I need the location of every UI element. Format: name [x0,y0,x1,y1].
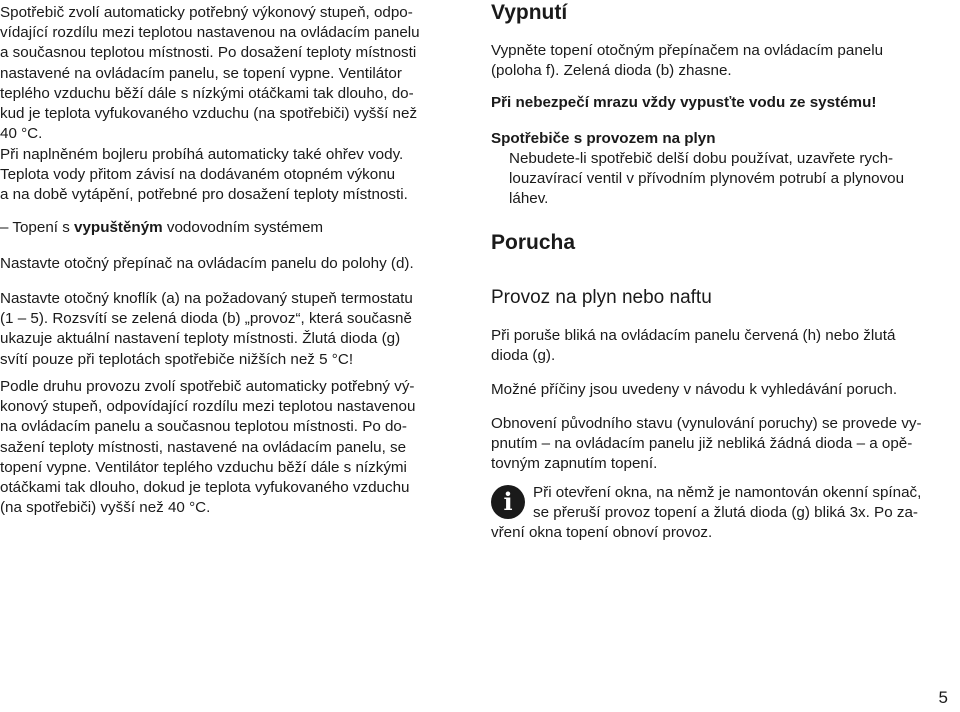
paragraph-automatic-power: Spotřebič zvolí automaticky potřebný výkonový stupeň, odpo- vídající rozdílu mezi teplotou nastavenou na ovládacím panelu a současnou teplotou místnosti. Po dosažení teploty místnosti nastavené na ovládacím panelu, se topení vypne. Ventilátor teplého vzduchu běží dále s nízkými otáčkami tak dlouho, do- kud je teplota vyfukovaného vzduchu (na spotřebiči) vyšší než 40 °C. [0,4,420,143]
paragraph-fault-causes: Možné příčiny jsou uvedeny v návodu k vyhledávání poruch. [491,381,898,398]
info-note-text [491,483,953,544]
paragraph-fault-reset: Obnovení původního stavu (vynulování poruchy) se provede vy- pnutím – na ovládacím panelu již nebliká žádná dioda – a opě- tovným zapnutím topení. [491,415,922,473]
heading-drained-system [0,218,323,238]
drained-system-suffix: vodovodním systémem [162,219,324,236]
info-text-line: vření okna topení obnoví provoz. [491,524,713,542]
paragraph-fault-led: Při poruše bliká na ovládacím panelu červená (h) nebo žlutá dioda (g). [491,327,896,365]
drained-system-prefix: – Topení s [0,219,75,236]
frost-warning: Při nebezpečí mrazu vždy vypusťte vodu ze systému! [491,94,877,111]
paragraph-vypnuti: Vypněte topení otočným přepínačem na ovládacím panelu (poloha f). Zelená dioda (b) zhasne. [491,42,884,80]
gas-appliances-title: Spotřebiče s provozem na plyn [491,130,716,147]
info-text-line: Při otevření okna, na němž je namontován okenní spínač, [533,484,922,501]
paragraph-boiler-heating: Při naplněném bojleru probíhá automaticky také ohřev vody. Teplota vody přitom závisí na dodávaném otopném výkonu a na době vytápění, potřebné pro dosažení teploty místnosti. [0,146,408,204]
subheading-gas-diesel: Provoz na plyn nebo naftu [491,287,712,308]
info-icon-glyph: i [503,487,513,516]
page-number: 5 [938,688,948,707]
paragraph-operation-mode: Podle druhu provozu zvolí spotřebič automaticky potřebný vý- konový stupeň, odpovídající rozdílu mezi teplotou nastavenou na ovládacím panelu a současnou teplotou místnosti. Po do- sažení teploty místnosti, nastavené na ovládacím panelu, se topení vypne. Ventilátor teplého vzduchu běží dále s nízkými otáčkami tak dlouho, dokud je teplota vyfukovaného vzduchu (na spotřebiči) vyšší než 40 °C. [0,378,416,517]
gas-appliances-text: Nebudete-li spotřebič delší dobu používat, uzavřete rych- louzavírací ventil v přívodním plynovém potrubí a plynovou láhev. [509,150,905,208]
paragraph-set-switch: Nastavte otočný přepínač na ovládacím panelu do polohy (d). [0,255,414,272]
heading-porucha: Porucha [491,231,576,254]
info-text-line: se přeruší provoz topení a žlutá dioda (g) bliká 3x. Po za- [533,504,918,522]
info-text-content [491,483,953,544]
drained-system-bold: vypuštěným [74,219,163,236]
heading-vypnuti: Vypnutí [491,1,568,24]
paragraph-set-thermostat: Nastavte otočný knoflík (a) na požadovaný stupeň termostatu (1 – 5). Rozsvítí se zelená dioda (b) „provoz“, která současně ukazuje aktuální nastavení teploty místnosti. Žlutá dioda (g) svítí pouze při teplotách spotřebiče nižších než 5 °C! [0,290,413,368]
